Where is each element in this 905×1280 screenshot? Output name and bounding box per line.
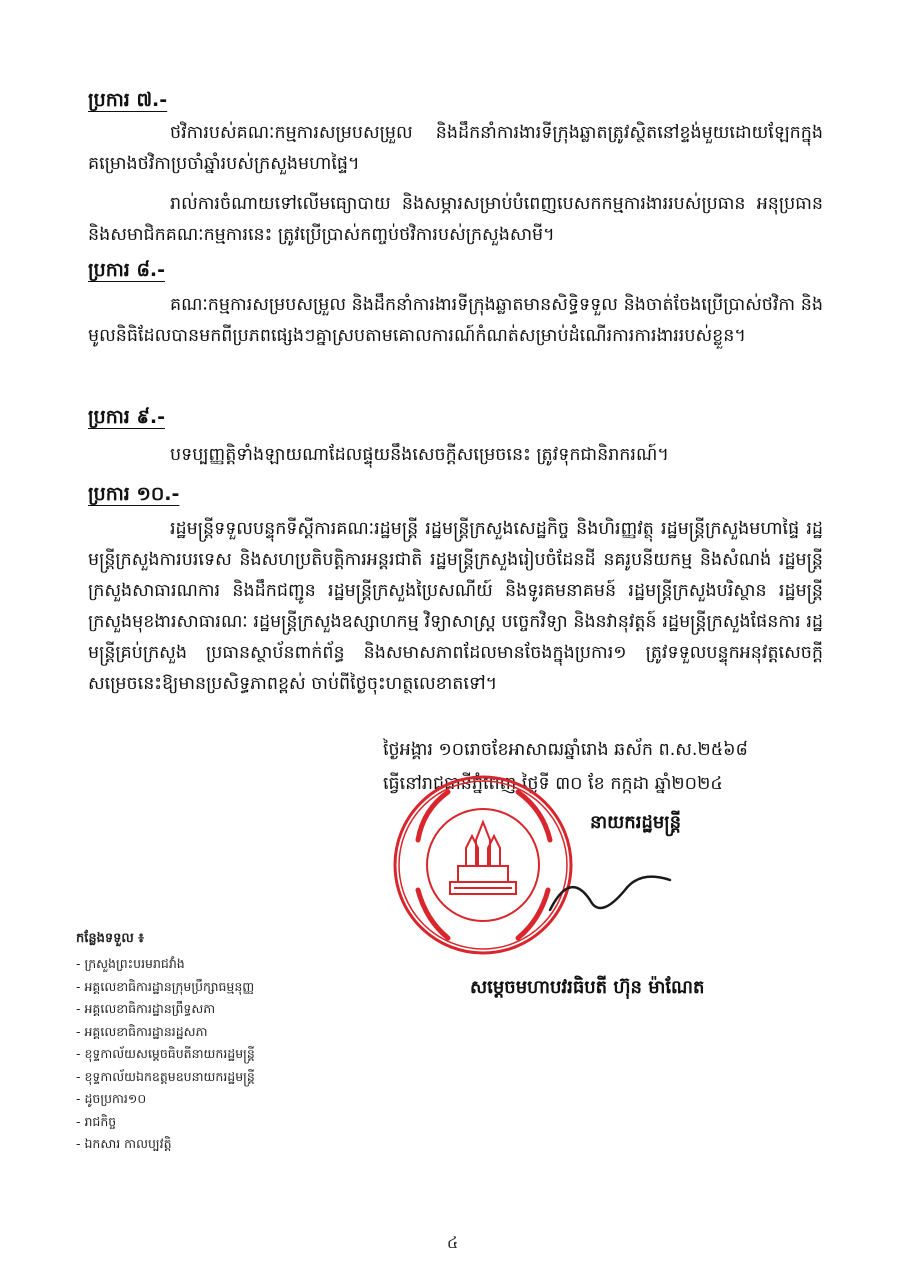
recipient-item: - ឯកសារ កាលប្បវត្តិ bbox=[76, 1133, 336, 1156]
recipient-item: - អគ្គលេខាធិការដ្ឋានក្រុមប្រឹក្សាធម្មនុញ្ញ bbox=[76, 976, 336, 999]
recipient-item: - ខុទ្ទកាល័យសម្ដេចធិបតីនាយករដ្ឋមន្ត្រី bbox=[76, 1043, 336, 1066]
signer-name: សម្ដេចមហាបវរធិបតី ហ៊ុន ម៉ាណែត bbox=[470, 977, 705, 998]
article-10-heading: ប្រការ ១០.- bbox=[88, 483, 180, 505]
recipients-items bbox=[76, 953, 336, 1156]
article-7-heading: ប្រការ ៧.- bbox=[88, 89, 168, 111]
article-9-paragraph-1: បទប្បញ្ញត្តិទាំងឡាយណាដែលផ្ទុយនឹងសេចក្ដីសម្រេចនេះ ត្រូវទុកជានិរាករណ៍។ bbox=[170, 445, 669, 465]
article-8-heading: ប្រការ ៨.- bbox=[88, 259, 166, 281]
handwritten-signature bbox=[530, 850, 690, 930]
date-solar: ធ្វើនៅរាជធានីភ្នំពេញ ថ្ងៃទី ៣០ ខែ កក្កដា ឆ្នាំ២០២៤ bbox=[383, 774, 723, 794]
signer-title: នាយករដ្ឋមន្ត្រី bbox=[590, 812, 682, 833]
article-10-paragraph-1: រដ្ឋមន្ត្រីទទួលបន្ទុកទីស្ដីការគណៈរដ្ឋមន្ត្រី រដ្ឋមន្ត្រីក្រសួងសេដ្ឋកិច្ច និងហិរញ្ញវត្ថុ រដ្ឋមន្ត្រីក្រសួងមហាផ្ទៃ រដ្ឋមន្ត្រីក្រសួងការបរទេស និងសហប្រតិបត្តិការអន្តរជាតិ រដ្ឋមន្ត្រីក្រសួងរៀបចំដែនដី នគរូបនីយកម្ម និងសំណង់ រដ្ឋមន្ត្រីក្រសួងសាធារណការ និងដឹកជញ្ជូន រដ្ឋមន្ត្រីក្រសួងប្រៃសណីយ៍ និងទូរគមនាគមន៍ រដ្ឋមន្ត្រីក្រសួងបរិស្ថាន រដ្ឋមន្ត្រីក្រសួងមុខងារសាធារណៈ រដ្ឋមន្ត្រីក្រសួងឧស្សាហកម្ម វិទ្យាសាស្ត្រ បច្ចេកវិទ្យា និងនវានុវត្តន៍ រដ្ឋមន្ត្រីក្រសួងផែនការ រដ្ឋមន្ត្រីគ្រប់ក្រសួង ប្រធានស្ថាប័នពាក់ព័ន្ធ និងសមាសភាពដែលមានចែងក្នុងប្រការ១ ត្រូវទទួលបន្ទុកអនុវត្តសេចក្ដីសម្រេចនេះឱ្យមានប្រសិទ្ធភាពខ្ពស់ ចាប់ពីថ្ងៃចុះហត្ថលេខាតទៅ។ bbox=[88, 519, 823, 694]
recipient-item: - ដូចប្រការ១០ bbox=[76, 1088, 336, 1111]
recipient-item: - ខុទ្ទកាល័យឯកឧត្តមឧបនាយករដ្ឋមន្ត្រី bbox=[76, 1066, 336, 1089]
recipients-list bbox=[76, 930, 336, 1156]
article-8-paragraph-1: គណៈកម្មការសម្របសម្រួល និងដឹកនាំការងារទីក្រុងឆ្លាតមានសិទ្ធិទទួល និងចាត់ចែងប្រើប្រាស់ថវិកា និងមូលនិធិដែលបានមកពីប្រភពផ្សេងៗគ្នាស្របតាមគោលការណ៍កំណត់សម្រាប់ដំណើរការការងាររបស់ខ្លួន។ bbox=[88, 295, 823, 346]
recipient-item: - អគ្គលេខាធិការដ្ឋានរដ្ឋសភា bbox=[76, 1021, 336, 1044]
recipient-item: - ក្រសួងព្រះបរមរាជវាំង bbox=[76, 953, 336, 976]
page-number: ៤ bbox=[446, 1233, 459, 1252]
article-7-paragraph-1: ថវិការបស់គណៈកម្មការសម្របសម្រួល និងដឹកនាំការងារទីក្រុងឆ្លាតត្រូវស្ថិតនៅខ្ទង់មួយដោយឡែកក្នុងគម្រោងថវិកាប្រចាំឆ្នាំរបស់ក្រសួងមហាផ្ទៃ។ bbox=[88, 123, 823, 174]
recipient-item: - រាជកិច្ច bbox=[76, 1111, 336, 1134]
article-7-paragraph-2: រាល់ការចំណាយទៅលើមធ្យោបាយ និងសម្ភារសម្រាប់បំពេញបេសកកម្មការងាររបស់ប្រធាន អនុប្រធាន និងសមាជិកគណៈកម្មការនេះ ត្រូវប្រើប្រាស់កញ្ចប់ថវិការបស់ក្រសួងសាមី។ bbox=[88, 194, 823, 245]
date-lunar: ថ្ងៃអង្គារ ១០រោចខែអាសាឍឆ្នាំរោង ឆស័ក ព.ស.២៥៦៨ bbox=[383, 740, 748, 760]
recipients-title: កន្លែងទទួល ៖ bbox=[76, 931, 145, 946]
recipient-item: - អគ្គលេខាធិការដ្ឋានព្រឹទ្ធសភា bbox=[76, 998, 336, 1021]
article-9-heading: ប្រការ ៩.- bbox=[88, 406, 166, 428]
